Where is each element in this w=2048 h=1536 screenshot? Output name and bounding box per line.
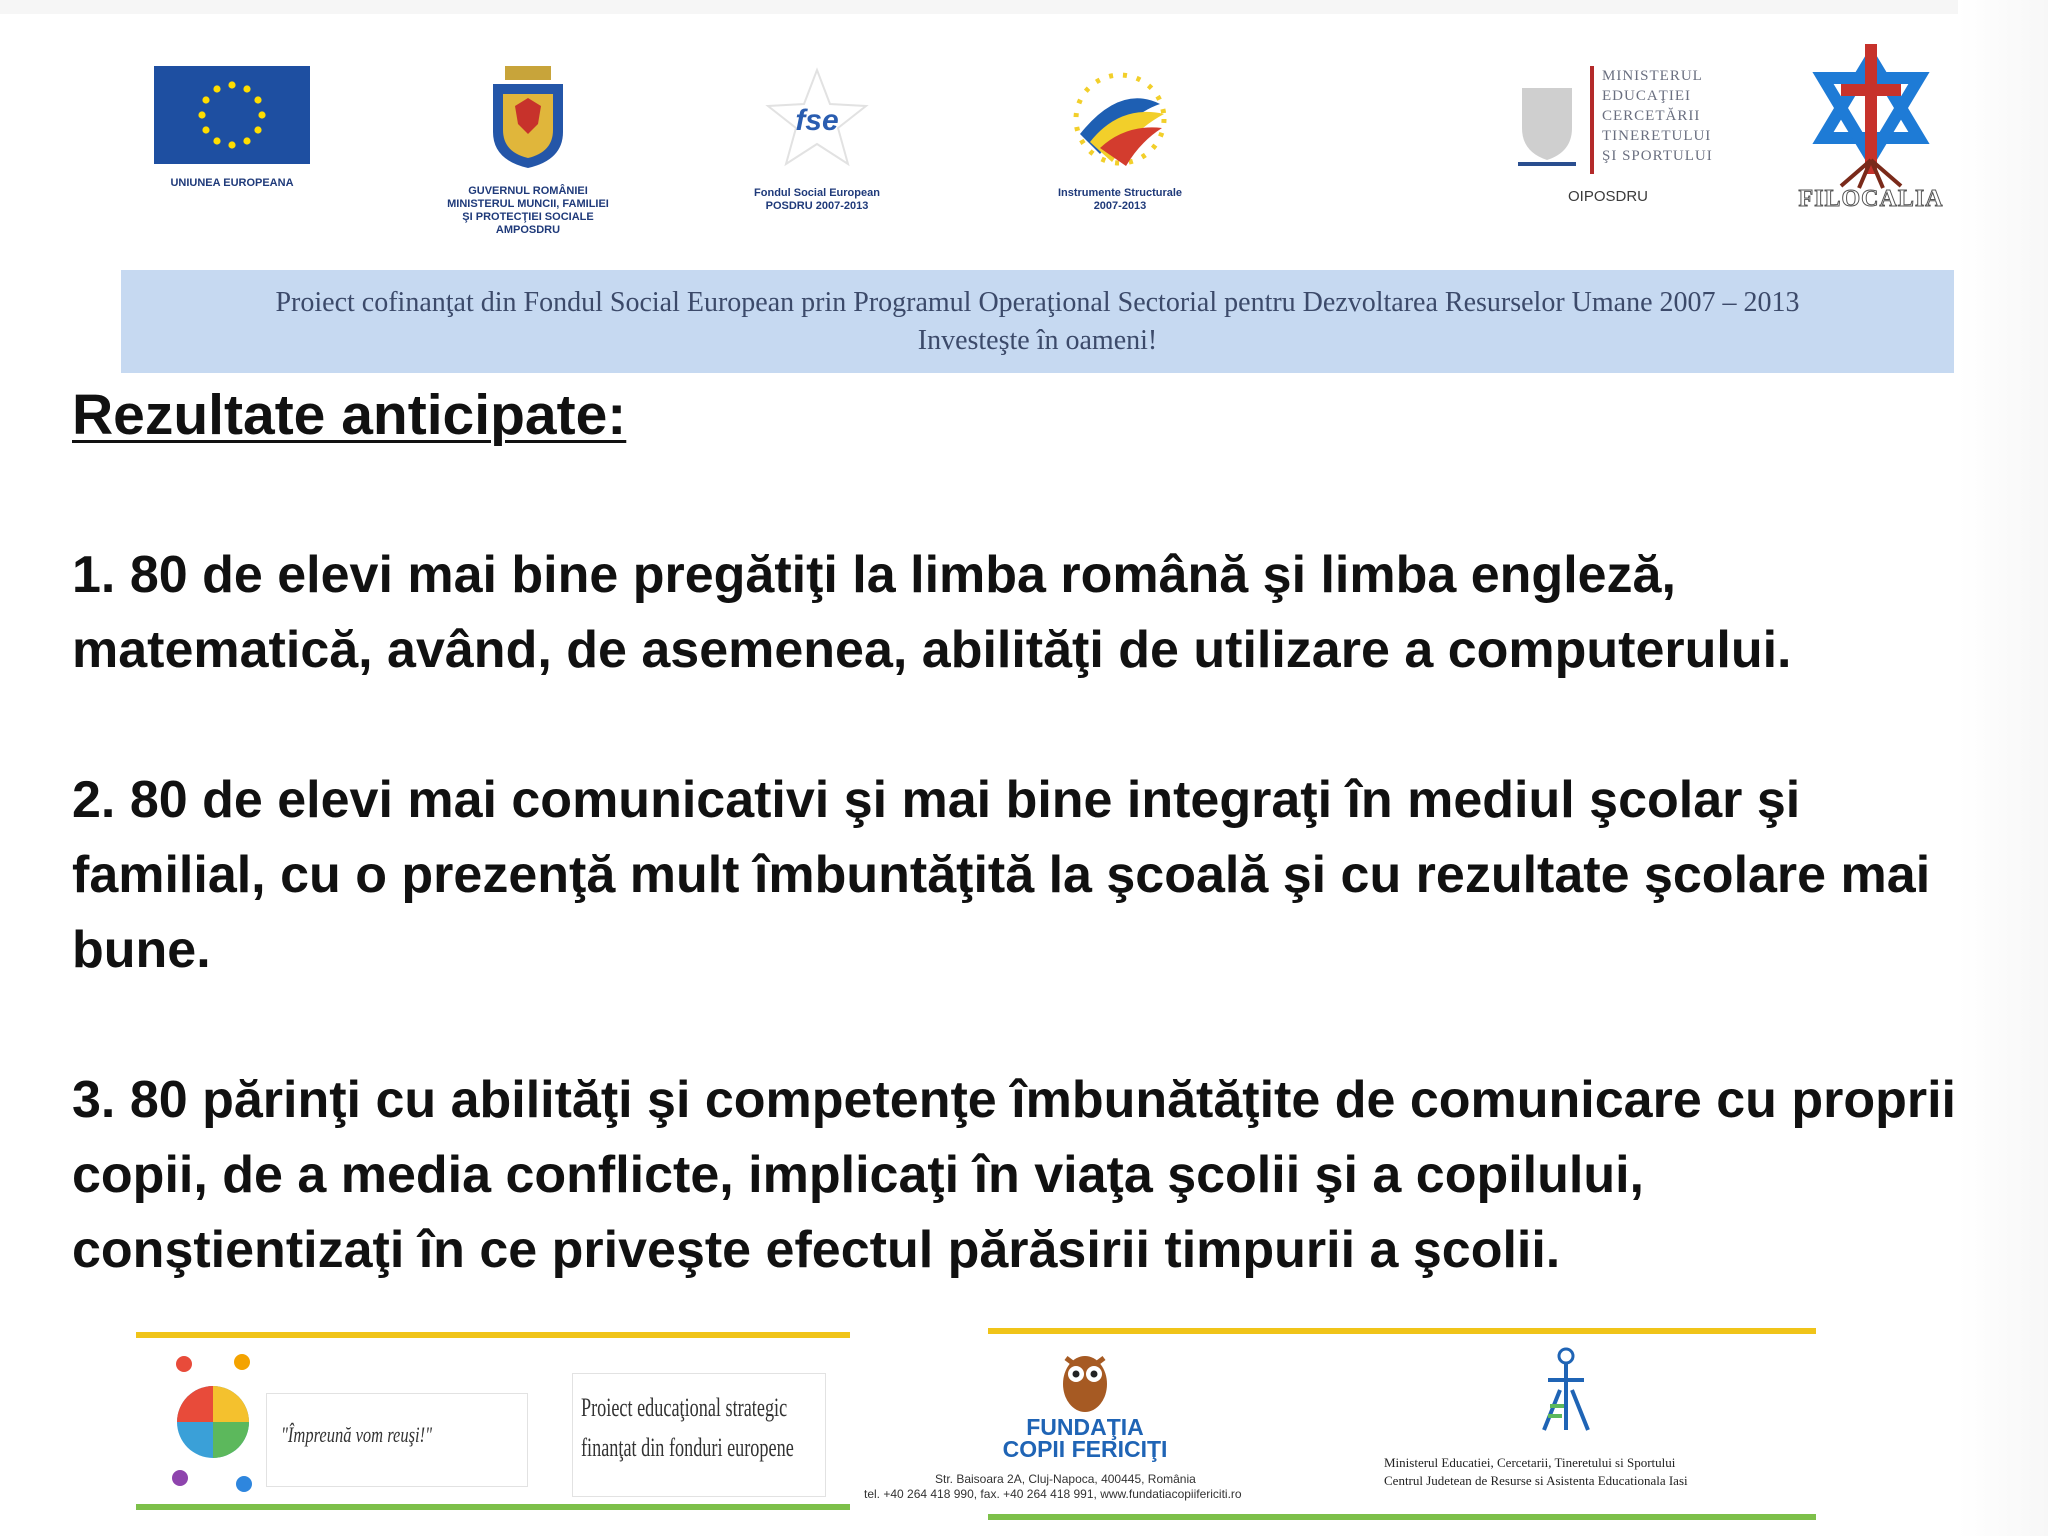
government-caption: GUVERNUL ROMÂNIEI MINISTERUL MUNCII, FAMILIEI ŞI PROTECŢIEI SOCIALE AMPOSDRU	[447, 185, 609, 236]
eu-logo	[152, 66, 312, 190]
filocalia-text: FILOCALIA	[1798, 186, 1944, 212]
project-text: Proiect educaţional strategic finanţat din fonduri europene	[581, 1393, 794, 1462]
puzzle-kids-icon	[170, 1350, 256, 1500]
structural-instruments-caption: Instrumente Structurale 2007-2013	[1057, 187, 1183, 212]
result-item-2: 2. 80 de elevi mai comunicativi şi mai bine integraţi în mediul şcolar şi familial, cu o prezenţă mult îmbuntăţită la şcoală şi cu rezultate şcolare mai bune.	[72, 771, 1931, 979]
foundation-contact: tel. +40 264 418 990, fax. +40 264 418 991, www.fundatiacopiifericiti.ro	[864, 1487, 1242, 1501]
eu-star-icon	[243, 137, 250, 144]
result-item-1: 1. 80 de elevi mai bine pregătiţi la limba română şi limba engleză, matematică, având, de asemenea, abilităţi de utilizare a computerului.	[72, 546, 1792, 679]
eu-star-icon	[254, 96, 261, 103]
cjrae-line-2: Centrul Judetean de Resurse si Asistenta Educationala Iasi	[1384, 1473, 1688, 1488]
owl-icon	[1058, 1344, 1112, 1414]
ministry-caption: OIPOSDRU	[1568, 188, 1649, 205]
footer-left-top-line	[136, 1332, 850, 1338]
foundation-name-line-1: FUNDAŢIA	[1026, 1414, 1144, 1440]
ministry-name: MINISTERUL EDUCAŢIEI CERCETĂRII TINERETULUI ŞI SPORTULUI	[1602, 68, 1713, 164]
banner-line-1: Proiect cofinanţat din Fondul Social European prin Programul Operaţional Sectorial pentru Dezvoltarea Resurselor Umane 2007 – 2013	[275, 287, 1800, 318]
filocalia-logo	[1796, 40, 1946, 220]
eu-star-icon	[198, 111, 205, 118]
page-title: Rezultate anticipate:	[72, 383, 627, 447]
eu-caption: UNIUNEA EUROPEANA	[170, 177, 294, 189]
footer-left-bottom-line	[136, 1504, 850, 1510]
cjrae-text	[1384, 1454, 1688, 1490]
eu-star-icon	[243, 85, 250, 92]
fse-caption: Fondul Social European POSDRU 2007-2013	[754, 187, 880, 212]
footer-right-top-line	[988, 1328, 1816, 1334]
eu-star-icon	[202, 126, 209, 133]
footer-right-bottom-line	[988, 1514, 1816, 1520]
eu-star-icon	[213, 137, 220, 144]
cjrae-logo-icon	[1538, 1346, 1594, 1432]
ministry-logo	[1508, 62, 1728, 222]
foundation-name	[990, 1416, 1180, 1460]
project-box	[572, 1373, 826, 1497]
fse-mark: fse	[795, 104, 839, 137]
cjrae-line-1: Ministerul Educatiei, Cercetarii, Tineretului si Sportului	[1384, 1455, 1676, 1470]
fse-star-icon	[762, 64, 872, 174]
eu-flag-icon	[154, 66, 310, 164]
cofinancing-banner	[121, 270, 1954, 373]
page-top-edge	[0, 0, 2048, 14]
eu-star-icon	[228, 81, 235, 88]
foundation-name-line-2: COPII FERICIŢI	[1002, 1436, 1168, 1462]
government-logo	[418, 62, 638, 237]
eu-star-icon	[258, 111, 265, 118]
slogan-box	[266, 1393, 528, 1487]
coat-of-arms-icon	[483, 62, 573, 172]
structural-instruments-logo	[1025, 64, 1215, 213]
results-list	[72, 538, 1972, 1363]
foundation-address: Str. Baisoara 2A, Cluj-Napoca, 400445, România	[935, 1472, 1196, 1486]
slogan-text: "Împreună vom reuşi!"	[281, 1422, 433, 1447]
ministry-crest-icon	[1512, 68, 1582, 168]
banner-line-2: Investeşte în oameni!	[917, 325, 1158, 356]
eu-star-icon	[254, 126, 261, 133]
filocalia-cross-icon	[1801, 40, 1941, 190]
result-item-3: 3. 80 părinţi cu abilităţi şi competenţe îmbunătăţite de comunicare cu proprii copii, de a media conflicte, implicaţi în viaţa şcolii şi a copilului, conştientizaţi în ce priveşte efectul părăsirii timpurii a şcolii.	[72, 1071, 1956, 1279]
ministry-divider	[1590, 66, 1594, 174]
eu-star-icon	[213, 85, 220, 92]
fse-logo	[732, 64, 902, 213]
eu-star-icon	[202, 96, 209, 103]
eu-star-icon	[228, 141, 235, 148]
structural-instruments-icon	[1060, 64, 1180, 174]
